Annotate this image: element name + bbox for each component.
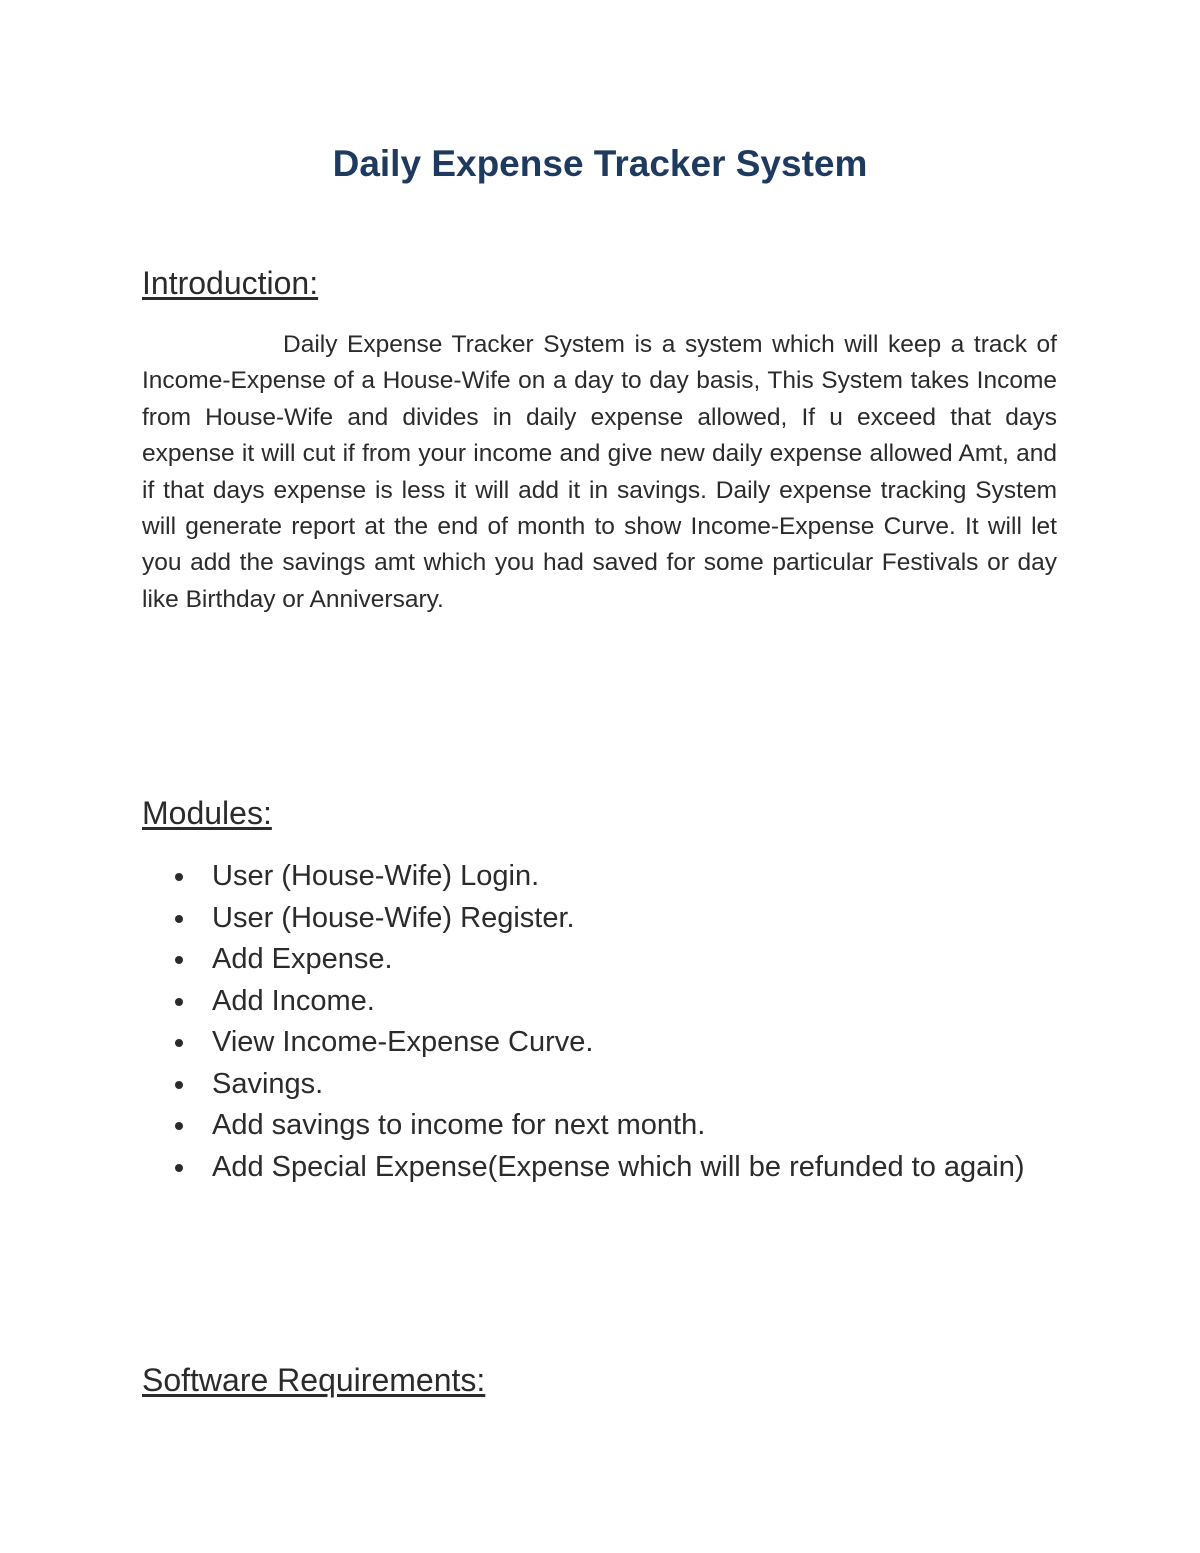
list-item <box>142 1022 1042 1064</box>
list-item <box>142 898 1042 940</box>
bullet-icon <box>175 873 183 881</box>
list-item <box>142 1064 1042 1106</box>
bullet-icon <box>175 956 183 964</box>
bullet-icon <box>175 1122 183 1130</box>
list-item <box>142 1105 1042 1147</box>
introduction-paragraph: Daily Expense Tracker System is a system which will keep a track of Income-Expense of a House-Wife on a day to day basis, This System takes Income from House-Wife and divides in daily expense allowed, If u exceed that days expense it will cut if from your income and give new daily expense allowed Amt, and if that days expense is less it will add it in savings. Daily expense tracking System will generate report at the end of month to show Income-Expense Curve. It will let you add the savings amt which you had saved for some particular Festivals or day like Birthday or Anniversary. <box>142 331 1057 613</box>
module-item-text: Add Income. <box>212 984 375 1017</box>
module-item-text: Savings. <box>212 1067 324 1100</box>
list-item <box>142 856 1042 898</box>
modules-heading: Modules: <box>142 795 272 831</box>
document-title: Daily Expense Tracker System <box>332 143 868 184</box>
module-item-text: User (House-Wife) Login. <box>212 860 540 892</box>
list-item <box>142 981 1042 1023</box>
software-requirements-heading: Software Requirements: <box>142 1362 486 1398</box>
introduction-heading: Introduction: <box>142 265 319 301</box>
module-item-text: Add Special Expense(Expense which will be refunded to again) <box>212 1150 1025 1183</box>
bullet-icon <box>175 998 183 1006</box>
module-item-text: Add Expense. <box>212 943 393 975</box>
bullet-icon <box>175 1081 183 1089</box>
modules-list <box>142 856 1042 1188</box>
module-item-text: Add savings to income for next month. <box>212 1109 706 1141</box>
list-item <box>142 1147 1042 1189</box>
list-item <box>142 939 1042 981</box>
bullet-icon <box>175 915 183 923</box>
module-item-text: View Income-Expense Curve. <box>212 1026 594 1058</box>
bullet-icon <box>175 1164 183 1172</box>
bullet-icon <box>175 1039 183 1047</box>
module-item-text: User (House-Wife) Register. <box>212 901 575 934</box>
